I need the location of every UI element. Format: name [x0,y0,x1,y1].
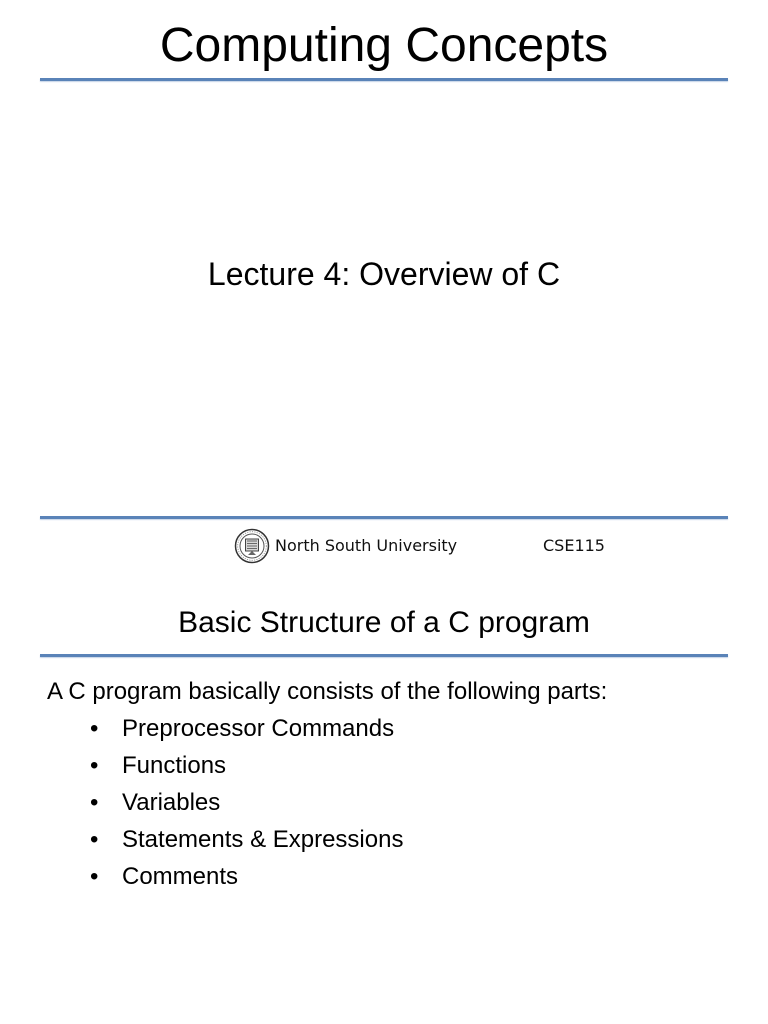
bullet-icon: • [90,863,99,890]
list-item-text: Functions [122,752,227,779]
footer-divider [40,516,728,519]
slide-subtitle: Lecture 4: Overview of C [207,256,561,292]
list-item [90,784,403,821]
list-item-text: Comments [122,863,239,890]
course-code: CSE115 [543,536,605,555]
list-item-text: Statements & Expressions [122,826,404,853]
heading-divider [40,654,728,657]
bullet-icon: • [90,715,99,742]
section-heading: Basic Structure of a C program [178,606,590,639]
list-item [90,747,403,784]
slide-title: Computing Concepts [159,19,609,72]
university-name: North South University [275,536,458,555]
parts-list [90,710,403,895]
list-item [90,858,403,895]
university-seal-icon [234,526,270,566]
intro-text: A C program basically consists of the following parts: [47,678,608,705]
bullet-icon: • [90,752,99,779]
list-item [90,710,403,747]
bullet-icon: • [90,789,99,816]
title-divider [40,78,728,81]
list-item-text: Variables [122,789,221,816]
list-item-text: Preprocessor Commands [122,715,395,742]
list-item [90,821,403,858]
slide-footer [0,526,768,566]
bullet-icon: • [90,826,99,853]
